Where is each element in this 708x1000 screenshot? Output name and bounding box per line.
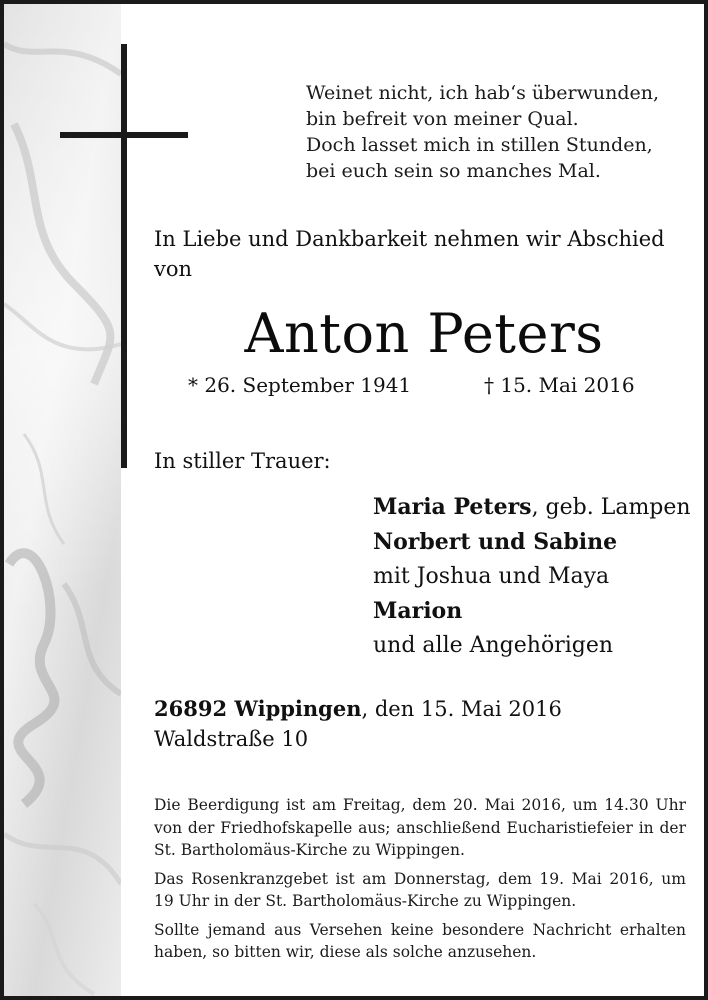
mourner-item [373, 594, 703, 629]
marble-strip [4, 4, 121, 996]
cross-icon-horizontal [60, 132, 188, 138]
address-date: , den 15. Mai 2016 [361, 697, 562, 721]
mourners-list [373, 490, 703, 663]
intro-line: von [154, 257, 193, 281]
death-date: † 15. Mai 2016 [484, 373, 635, 397]
address-street: Waldstraße 10 [154, 727, 309, 751]
cross-icon-vertical [121, 44, 127, 468]
note-paragraph: Die Beerdigung ist am Freitag, dem 20. Mai 2016, um 14.30 Uhr von der Friedhofskapelle aus; anschließend Eucharistiefeier in der St. Bartholomäus-Kirche zu Wippingen. [154, 796, 686, 859]
poem-line: bin befreit von meiner Qual. [306, 108, 579, 130]
farewell-intro [154, 224, 694, 284]
poem-line: bei euch sein so manches Mal. [306, 160, 601, 182]
mourner-name: Marion [373, 598, 463, 624]
mourner-detail: , geb. Lampen [531, 495, 691, 520]
poem [306, 80, 659, 184]
poem-line: Doch lasset mich in stillen Stunden, [306, 134, 653, 156]
birth-date: * 26. September 1941 [188, 373, 412, 397]
mourning-label: In stiller Trauer: [154, 449, 331, 473]
mourner-item [373, 525, 703, 560]
mourner-item: und alle Angehörigen [373, 633, 614, 658]
mourner-item: mit Joshua und Maya [373, 564, 610, 589]
address-place: 26892 Wippingen [154, 696, 362, 721]
mourner-name: Maria Peters [373, 494, 532, 520]
address-block [154, 694, 694, 754]
intro-line: In Liebe und Dankbarkeit nehmen wir Abschied [154, 227, 665, 251]
marble-veins [4, 4, 121, 996]
funeral-notes [154, 794, 686, 970]
address-line [154, 694, 694, 724]
mourner-name: Norbert und Sabine [373, 529, 618, 555]
note-paragraph: Das Rosenkranzgebet ist am Donnerstag, dem 19. Mai 2016, um 19 Uhr in der St. Bartholomäus-Kirche zu Wippingen. [154, 869, 686, 910]
poem-line: Weinet nicht, ich hab‘s überwunden, [306, 82, 660, 104]
note-paragraph: Sollte jemand aus Versehen keine besondere Nachricht erhalten haben, so bitten wir, diese als solche anzusehen. [154, 920, 686, 961]
mourner-item [373, 490, 703, 525]
deceased-name: Anton Peters [244, 302, 604, 365]
